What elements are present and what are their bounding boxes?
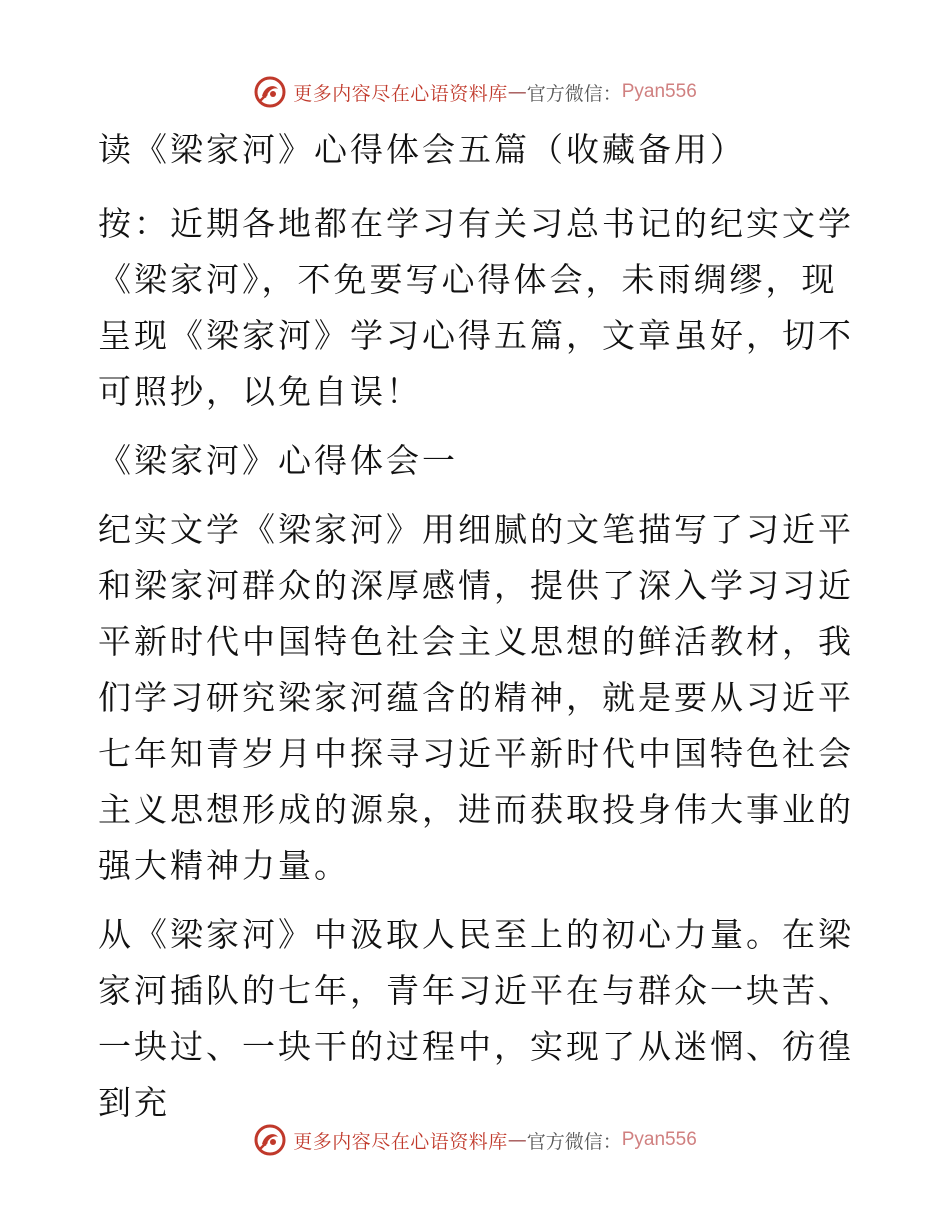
banner-separator: — [507,1129,527,1151]
banner-site-name: 更多内容尽在心语资料库 [293,1130,508,1153]
banner-separator: — [507,81,527,103]
red-swirl-logo-icon [253,1123,287,1157]
document-title: 读《梁家河》心得体会五篇（收藏备用） [98,130,746,169]
red-swirl-logo-icon [253,75,287,109]
section-heading: 《梁家河》心得体会一 [98,441,458,480]
intro-paragraph: 按：近期各地都在学习有关习总书记的纪实文学《梁家河》，不免要写心得体会，未雨绸缪，现呈现《梁家河》学习心得五篇，文章虽好，切不可照抄，以免自误！ [98,204,854,411]
banner-wechat-id: Pyan556 [621,81,697,102]
header-watermark [0,72,950,112]
banner-wechat-label: 官方微信： [526,82,622,105]
body-paragraph-2: 从《梁家河》中汲取人民至上的初心力量。在梁家河插队的七年，青年习近平在与群众一块苦、一块过、一块干的过程中，实现了从迷惘、彷徨到充 [98,915,854,1122]
footer-watermark [0,1120,950,1160]
document-body [98,122,858,1131]
body-paragraph-1: 纪实文学《梁家河》用细腻的文笔描写了习近平和梁家河群众的深厚感情，提供了深入学习习近平新时代中国特色社会主义思想的鲜活教材，我们学习研究梁家河蕴含的精神，就是要从习近平七年知青岁月中探寻习近平新时代中国特色社会主义思想形成的源泉，进而获取投身伟大事业的强大精神力量。 [98,510,854,885]
banner-wechat-label: 官方微信： [526,1130,622,1153]
banner-site-name: 更多内容尽在心语资料库 [293,82,508,105]
banner-wechat-id: Pyan556 [621,1129,697,1150]
